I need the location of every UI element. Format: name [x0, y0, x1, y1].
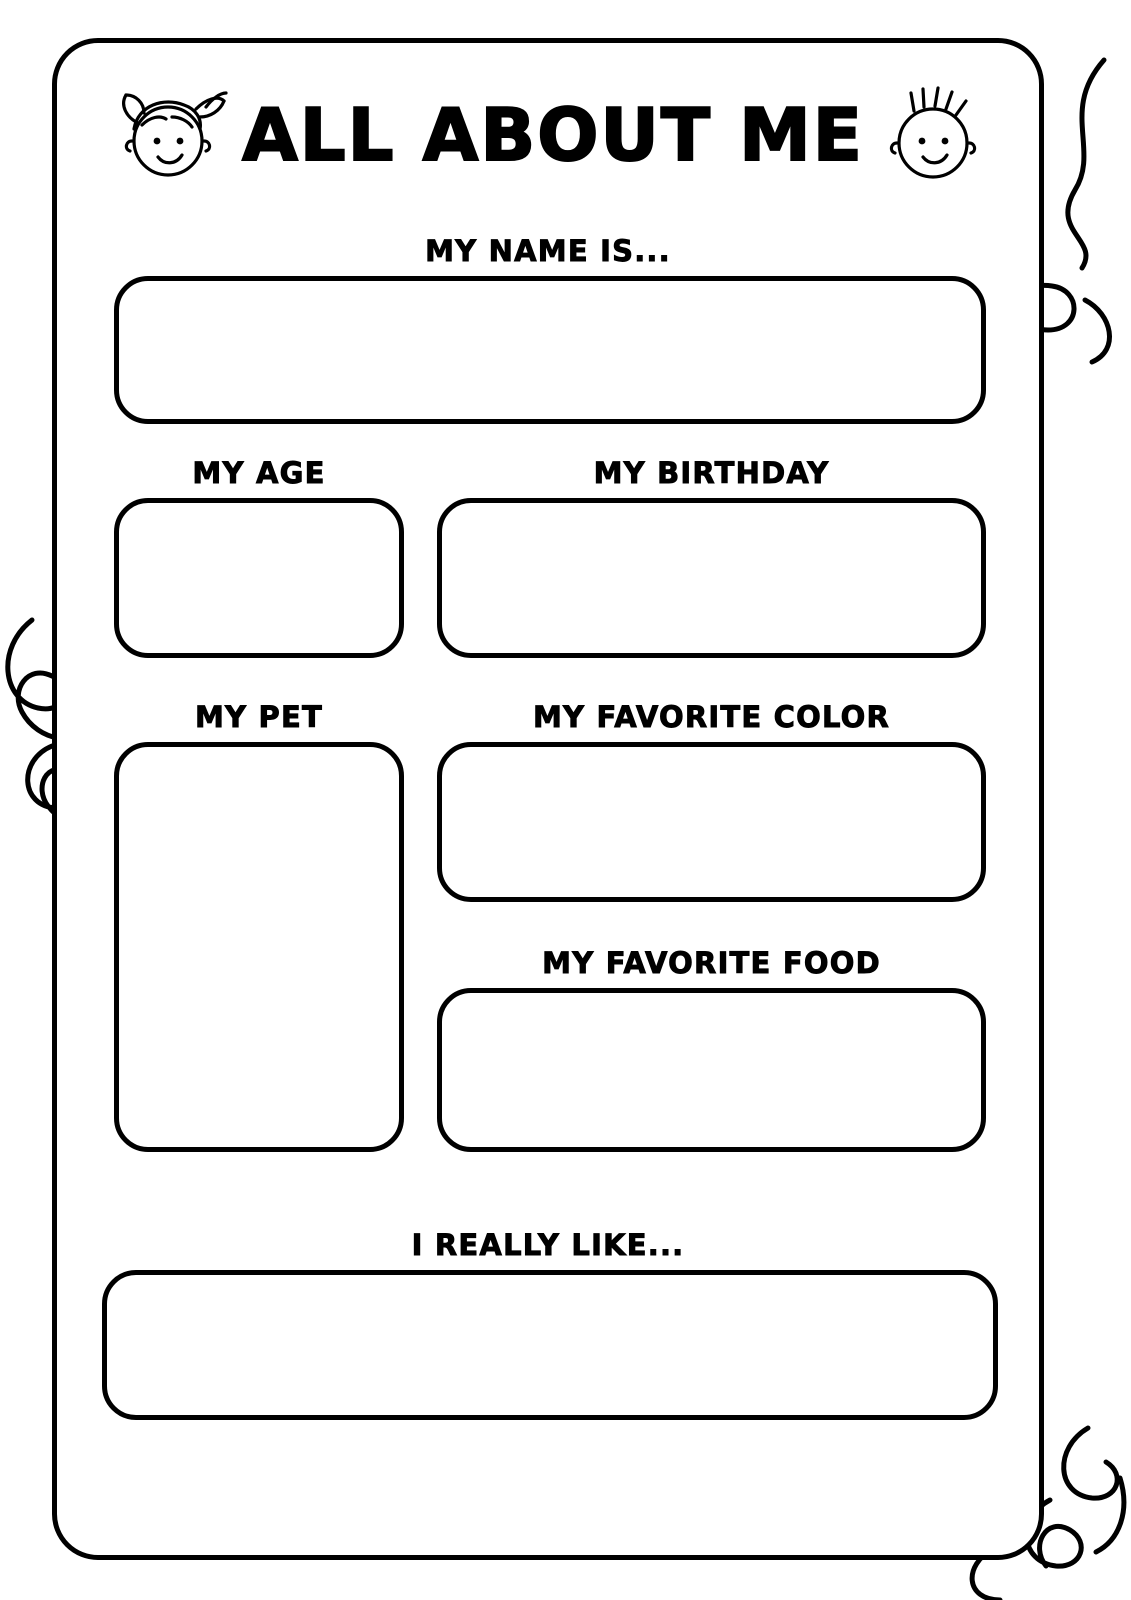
input-favorite-food[interactable] — [437, 988, 986, 1152]
page-title-row — [52, 80, 1044, 190]
input-pet[interactable] — [114, 742, 404, 1152]
input-birthday[interactable] — [437, 498, 986, 658]
boy-face-doodle-icon — [878, 83, 988, 187]
input-age[interactable] — [114, 498, 404, 658]
input-favorite-color[interactable] — [437, 742, 986, 902]
field-label-birthday: MY BIRTHDAY — [593, 456, 830, 490]
field-label-name: MY NAME IS... — [425, 234, 671, 268]
field-label-pet: MY PET — [194, 700, 323, 734]
input-name[interactable] — [114, 276, 986, 424]
girl-face-doodle-icon — [108, 83, 228, 187]
field-label-favorite-food: MY FAVORITE FOOD — [542, 946, 881, 980]
page-title: ALL ABOUT ME — [242, 93, 864, 177]
input-i-really-like[interactable] — [102, 1270, 998, 1420]
field-label-favorite-color: MY FAVORITE COLOR — [532, 700, 891, 734]
field-label-age: MY AGE — [192, 456, 326, 490]
field-label-i-really-like: I REALLY LIKE... — [411, 1228, 685, 1262]
